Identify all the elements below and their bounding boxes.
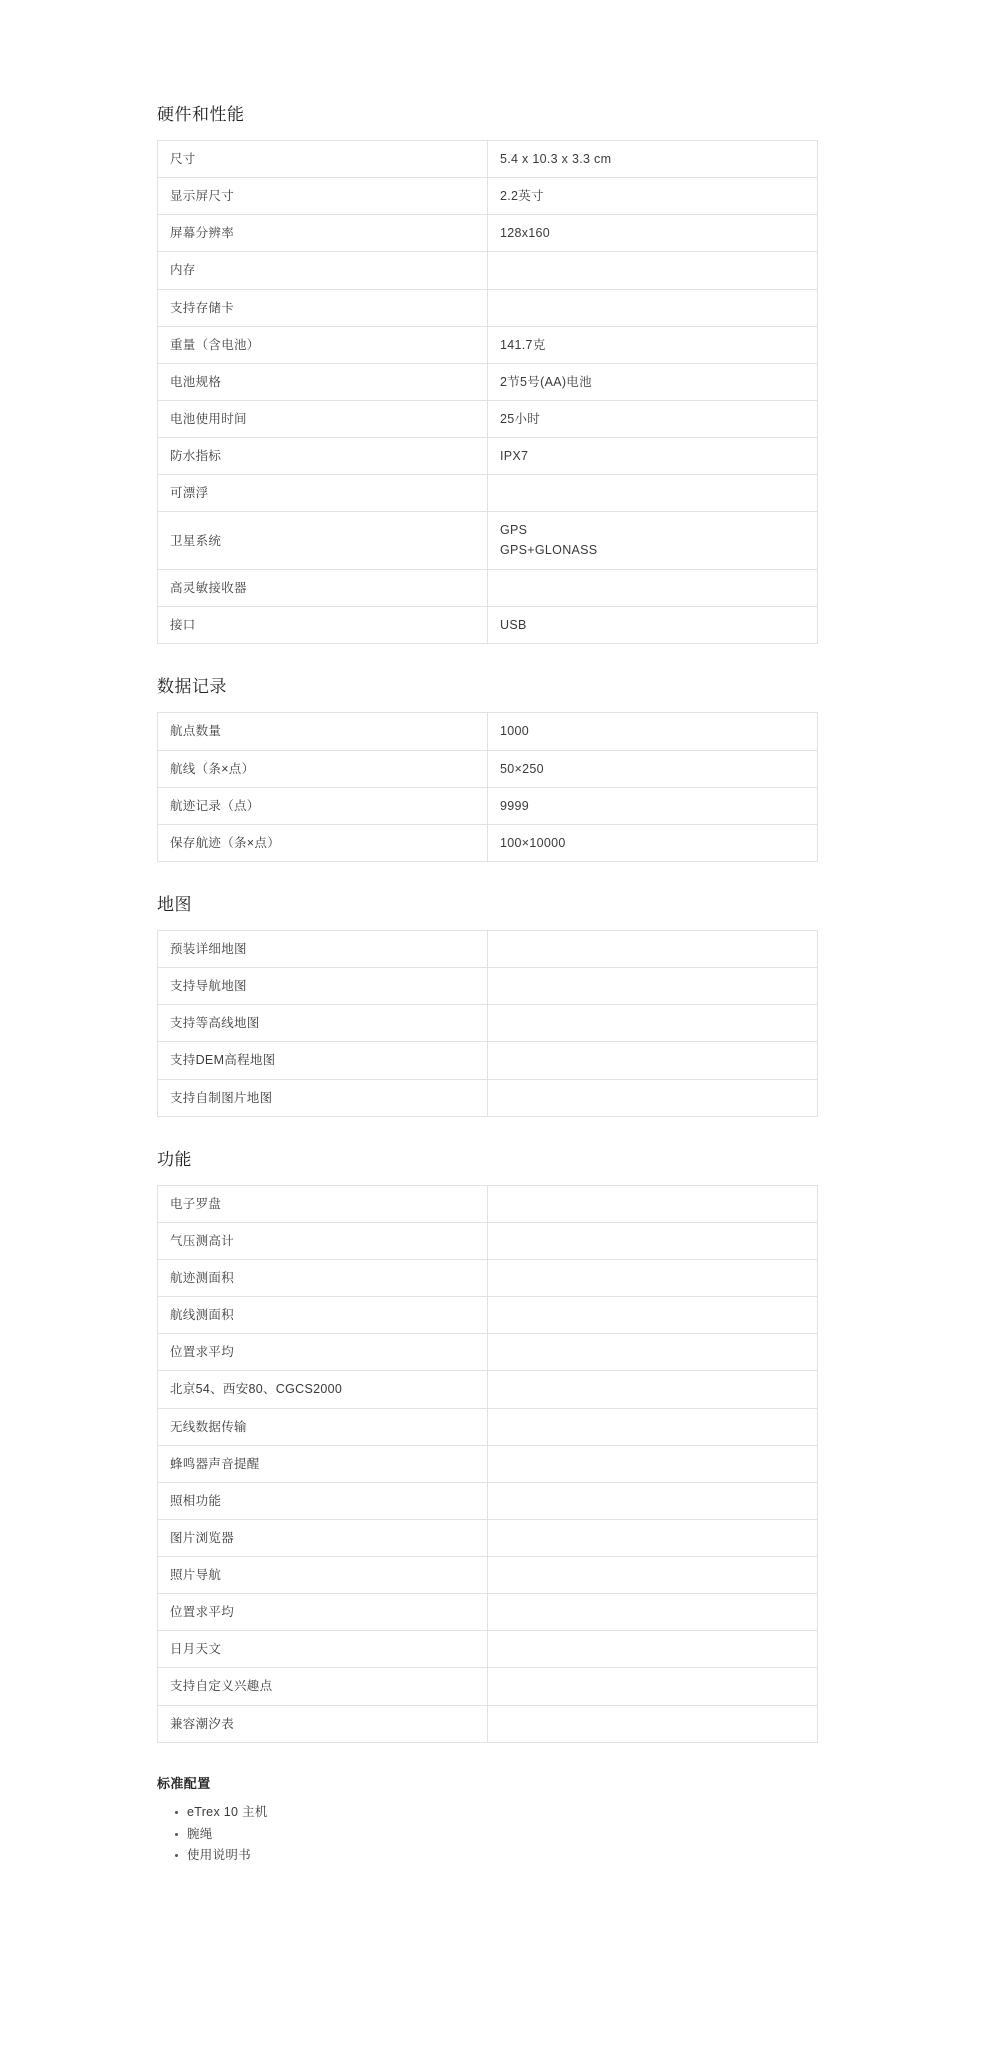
table-row [158, 1557, 818, 1594]
spec-label: 显示屏尺寸 [158, 178, 488, 215]
spec-label: 接口 [158, 607, 488, 644]
table-row [158, 1005, 818, 1042]
section-title: 功能 [157, 1149, 192, 1169]
spec-label: 可漂浮 [158, 475, 488, 512]
table-row [158, 1705, 818, 1742]
table-row [158, 289, 818, 326]
spec-value [488, 475, 818, 512]
spec-label: 航迹测面积 [158, 1260, 488, 1297]
spec-label: 图片浏览器 [158, 1519, 488, 1556]
section-title: 硬件和性能 [157, 105, 245, 124]
spec-label: 卫星系统 [158, 512, 488, 570]
list-item: 腕绳 [175, 1824, 767, 1846]
spec-value: 128x160 [488, 215, 818, 252]
table-row [158, 215, 818, 252]
spec-label: 电池使用时间 [158, 400, 488, 437]
section-hardware-performance [157, 104, 767, 644]
spec-value [488, 1557, 818, 1594]
spec-value: 100×10000 [488, 824, 818, 861]
page-bottom-spacer [157, 1899, 767, 2059]
spec-label: 照相功能 [158, 1482, 488, 1519]
spec-label: 支持自定义兴趣点 [158, 1668, 488, 1705]
spec-label: 屏幕分辨率 [158, 215, 488, 252]
spec-sheet-content [157, 104, 767, 2059]
spec-value [488, 1594, 818, 1631]
section-features [157, 1149, 767, 1743]
table-row [158, 1260, 818, 1297]
spec-value: 2节5号(AA)电池 [488, 363, 818, 400]
table-row [158, 178, 818, 215]
table-row [158, 1185, 818, 1222]
table-row [158, 824, 818, 861]
spec-value: GPS GPS+GLONASS [488, 512, 818, 570]
table-row [158, 252, 818, 289]
spec-value: 2.2英寸 [488, 178, 818, 215]
table-row [158, 1631, 818, 1668]
spec-value [488, 1445, 818, 1482]
table-row [158, 141, 818, 178]
spec-value [488, 1371, 818, 1408]
table-row [158, 1297, 818, 1334]
spec-label: 支持等高线地图 [158, 1005, 488, 1042]
table-row [158, 931, 818, 968]
spec-value [488, 252, 818, 289]
spec-label: 位置求平均 [158, 1334, 488, 1371]
spec-label: 支持导航地图 [158, 968, 488, 1005]
spec-label: 照片导航 [158, 1557, 488, 1594]
spec-value: 9999 [488, 787, 818, 824]
spec-value [488, 1334, 818, 1371]
table-body [158, 1185, 818, 1742]
spec-value [488, 1185, 818, 1222]
spec-value [488, 1260, 818, 1297]
table-row [158, 968, 818, 1005]
package-title: 标准配置 [157, 1775, 211, 1791]
spec-label: 蜂鸣器声音提醒 [158, 1445, 488, 1482]
table-row [158, 400, 818, 437]
table-row [158, 570, 818, 607]
spec-value [488, 1482, 818, 1519]
spec-value [488, 1408, 818, 1445]
spec-label: 保存航迹（条×点） [158, 824, 488, 861]
table-row [158, 787, 818, 824]
table-row [158, 1445, 818, 1482]
spec-value [488, 968, 818, 1005]
table-row [158, 750, 818, 787]
spec-label: 日月天文 [158, 1631, 488, 1668]
table-row [158, 1482, 818, 1519]
spec-label: 航迹记录（点） [158, 787, 488, 824]
spec-label: 支持DEM高程地图 [158, 1042, 488, 1079]
spec-value [488, 1519, 818, 1556]
spec-label: 电池规格 [158, 363, 488, 400]
section-maps [157, 894, 767, 1117]
table-row [158, 438, 818, 475]
spec-table-features [157, 1185, 818, 1743]
table-row [158, 1594, 818, 1631]
spec-label: 航线（条×点） [158, 750, 488, 787]
spec-label: 尺寸 [158, 141, 488, 178]
spec-label: 北京54、西安80、CGCS2000 [158, 1371, 488, 1408]
spec-value: 141.7克 [488, 326, 818, 363]
spec-value [488, 931, 818, 968]
spec-label: 航线测面积 [158, 1297, 488, 1334]
spec-label: 兼容潮汐表 [158, 1705, 488, 1742]
spec-table-hardware-performance [157, 140, 818, 644]
spec-label: 预装详细地图 [158, 931, 488, 968]
spec-value: 5.4 x 10.3 x 3.3 cm [488, 141, 818, 178]
table-row [158, 1519, 818, 1556]
spec-value [488, 1079, 818, 1116]
table-row [158, 713, 818, 750]
table-row [158, 475, 818, 512]
spec-value: USB [488, 607, 818, 644]
spec-table-data-logging [157, 712, 818, 862]
section-package-contents [157, 1773, 767, 1868]
spec-label: 无线数据传输 [158, 1408, 488, 1445]
spec-value [488, 570, 818, 607]
list-item: eTrex 10 主机 [175, 1802, 767, 1824]
spec-value [488, 289, 818, 326]
spec-label: 航点数量 [158, 713, 488, 750]
spec-value [488, 1668, 818, 1705]
table-row [158, 1408, 818, 1445]
spec-label: 重量（含电池） [158, 326, 488, 363]
spec-label: 支持自制图片地图 [158, 1079, 488, 1116]
section-title: 地图 [157, 894, 192, 914]
spec-value [488, 1222, 818, 1259]
spec-value [488, 1297, 818, 1334]
spec-label: 高灵敏接收器 [158, 570, 488, 607]
table-row [158, 512, 818, 570]
table-body [158, 713, 818, 862]
spec-label: 气压测高计 [158, 1222, 488, 1259]
spec-value [488, 1631, 818, 1668]
section-title: 数据记录 [157, 677, 227, 697]
spec-value [488, 1042, 818, 1079]
table-row [158, 1042, 818, 1079]
spec-label: 防水指标 [158, 438, 488, 475]
table-row [158, 1668, 818, 1705]
table-row [158, 1334, 818, 1371]
section-data-logging [157, 676, 767, 862]
spec-value [488, 1705, 818, 1742]
table-row [158, 1371, 818, 1408]
spec-label: 位置求平均 [158, 1594, 488, 1631]
spec-value: 1000 [488, 713, 818, 750]
table-row [158, 1079, 818, 1116]
spec-value: 25小时 [488, 400, 818, 437]
table-row [158, 363, 818, 400]
spec-table-maps [157, 930, 818, 1117]
list-item: 使用说明书 [175, 1845, 767, 1867]
package-list [157, 1802, 767, 1868]
table-row [158, 326, 818, 363]
spec-value [488, 1005, 818, 1042]
spec-value: IPX7 [488, 438, 818, 475]
spec-label: 内存 [158, 252, 488, 289]
spec-label: 电子罗盘 [158, 1185, 488, 1222]
spec-label: 支持存储卡 [158, 289, 488, 326]
table-body [158, 141, 818, 644]
table-body [158, 931, 818, 1117]
table-row [158, 1222, 818, 1259]
table-row [158, 607, 818, 644]
spec-value: 50×250 [488, 750, 818, 787]
